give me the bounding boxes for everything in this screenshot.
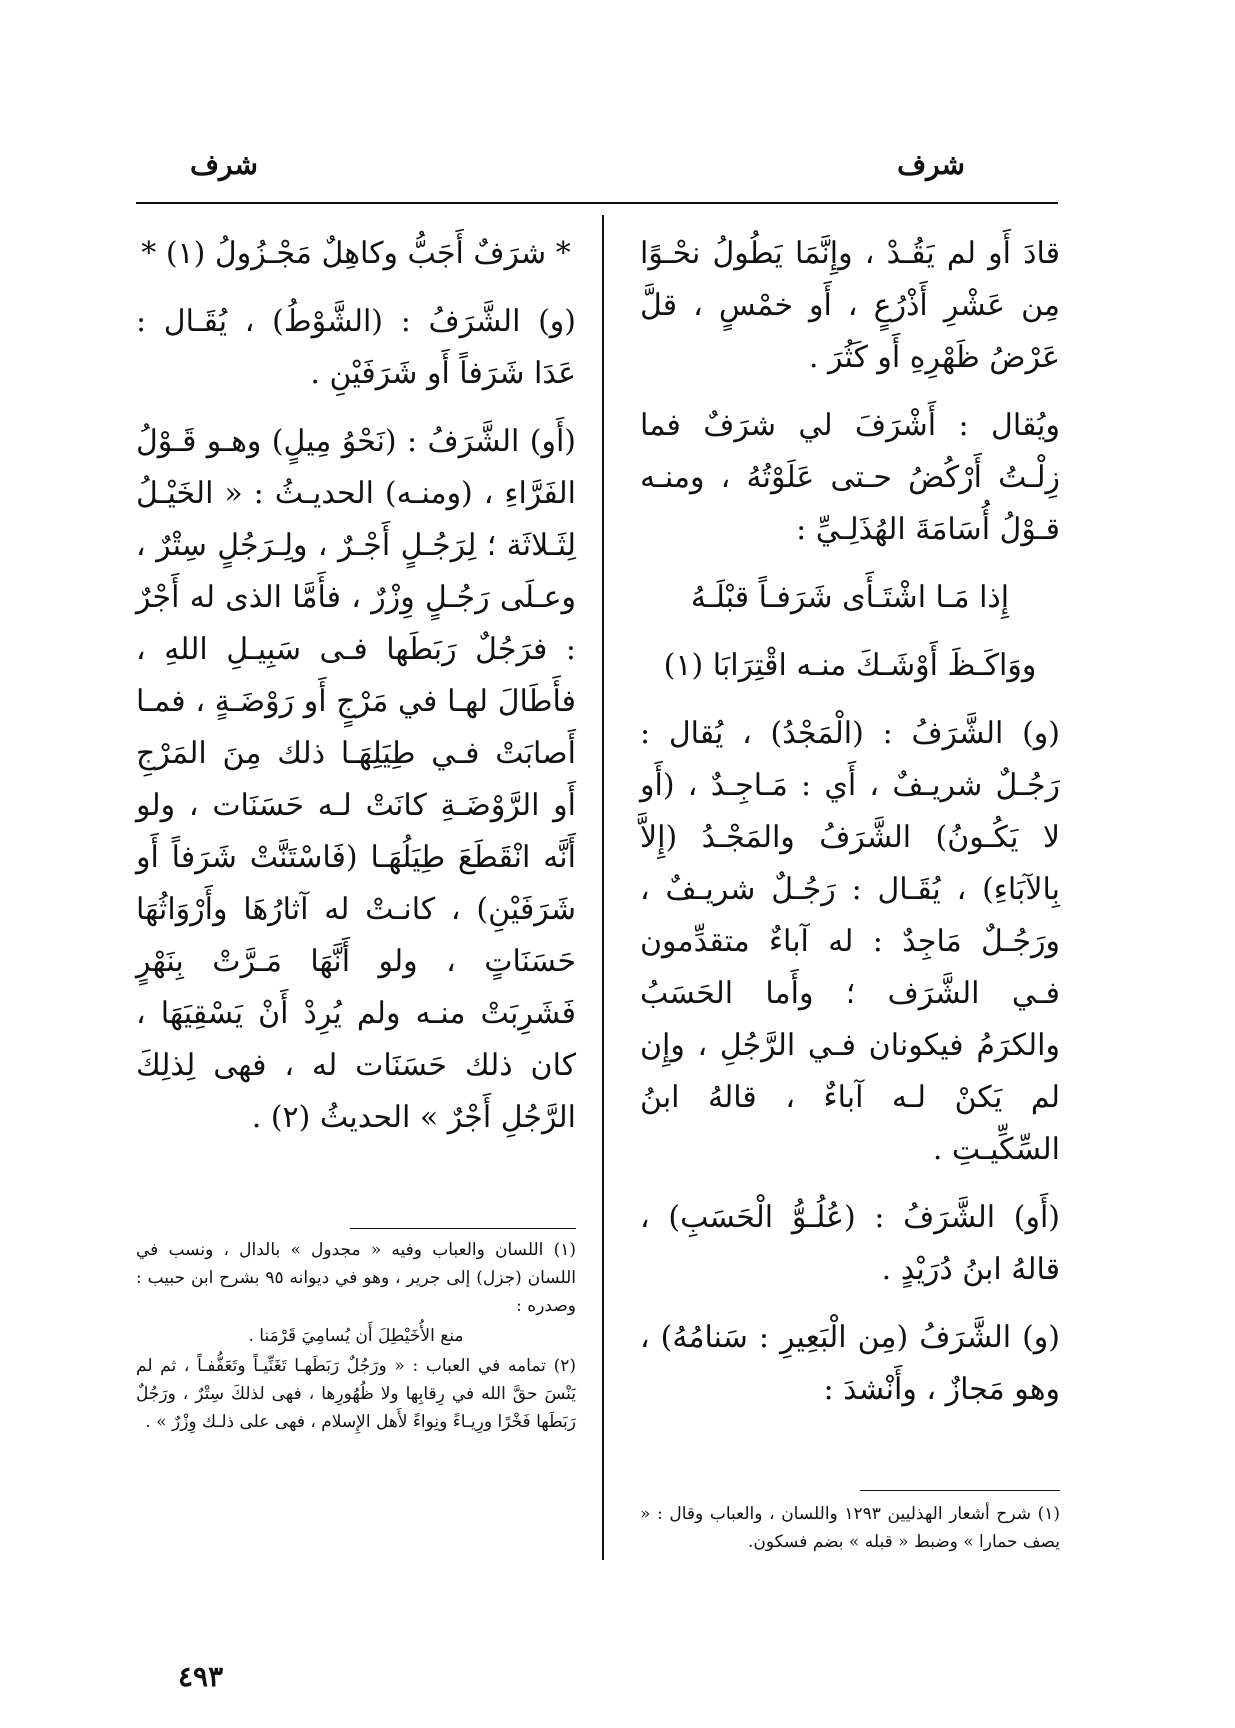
- page-number: ٤٩٣: [178, 1660, 224, 1693]
- left-column: [136, 228, 576, 1160]
- paragraph: (أَو) الشَّرَفُ : (نَحْوُ مِيلٍ) وهـو قَـوْلُ الفَرَّاءِ ، (ومنـه) الحديـثُ : « الخَيْـلُ لِثَـلاثَة ؛ لِرَجُـلٍ أَجْـرٌ ، ولِـرَجُلٍ سِتْرٌ ، وعـلَى رَجُـلٍ وِزْرٌ ، فأَمَّا الذى له أَجْرٌ : فرَجُلٌ رَبَطَها فـى سَبِيـلِ اللهِ ، فأَطَالَ لهـا في مَرْجٍ أَو رَوْضَـةٍ ، فمـا أَصابَتْ فـي طِيَلِهَـا ذلك مِنَ المَرْجِ أَو الرَّوْضَـةِ كانَتْ لـه حَسَنَات ، ولو أَنَّه انْقَطَعَ طِيَلُهَـا (فَاسْتَنَّتْ شَرَفاً أَو شَرَفَيْنِ) ، كانـتْ له آثارُهَا وأَرْوَاثُهَا حَسَنَاتٍ ، ولو أَنَّهَا مَـرَّتْ بِنَهْرٍ فَشَرِبَتْ منـه ولم يُرِدْ أَنْ يَسْقِيَهَا ، كان ذلك حَسَنَات له ، فهى لِذلِكَ الرَّجُلِ أَجْرٌ » الحديثُ (٢) .: [136, 424, 576, 1135]
- paragraph: قادَ أَو لم يَقُـدْ ، وإِنَّمَا يَطُولُ نحْـوًا مِن عَشْرِ أَذْرُعٍ ، أَو خمْسٍ ، قلَّ عَرْضُ ظَهْرِهِ أَو كَثُرَ .: [640, 236, 1060, 375]
- paragraph: (و) الشَّرَفُ : (الشَّوْطُ) ، يُقَـال : عَدَا شَرَفاً أَو شَرَفَيْنِ .: [136, 304, 576, 391]
- right-column: [640, 228, 1060, 1432]
- column-divider: [602, 215, 604, 1560]
- paragraph: ويُقال : أَشْرَفَ لي شرَفٌ فما زِلْـتُ أَرْكُضُ حـتى عَلَوْتُهُ ، ومنـه قـوْلُ أُسَامَةَ الهُذَلِـيِّ :: [640, 408, 1060, 547]
- paragraph: (أَو) الشَّرَفُ : (عُلُـوُّ الْحَسَبِ) ، قالهُ ابنُ دُرَيْدٍ .: [640, 1200, 1060, 1287]
- paragraph: (و) الشَّرَفُ (مِن الْبَعِيرِ : سَنامُهُ) ، وهو مَجازٌ ، وأَنْشدَ :: [640, 1320, 1060, 1407]
- footnote-rule: [350, 1228, 576, 1229]
- footnotes-left: [136, 1236, 576, 1438]
- footnote: (١) شرح أشعار الهذليين ١٢٩٣ واللسان ، والعباب وقال : « يصف حمارا » وضبط « قبله » بضم فسكون.: [640, 1504, 1060, 1552]
- footnote: (١) اللسان والعباب وفيه « مجدول » بالدال ، ونسب في اللسان (جزل) إلى جرير ، وهو في ديوانه ٩٥ بشرح ابن حبيب : وصدره :: [136, 1240, 576, 1316]
- footnote-verse: منع الأُخَيْطِلَ أَن يُسامِيَ قَرْمَنا .: [248, 1326, 464, 1346]
- running-head-right: شرف: [897, 148, 965, 181]
- running-head-left: شرف: [190, 148, 258, 181]
- header-rule: [136, 202, 1058, 204]
- verse-line: ووَاكَـظَ أَوْشَـكَ منـه اقْتِرَابَا (١): [663, 648, 1037, 683]
- verse-line: * شرَفٌ أَجَبُّ وكاهِلٌ مَجْـزُولُ (١) *: [141, 236, 571, 271]
- footnote: (٢) تمامه في العباب : « ورَجُلٌ رَبَطَهـا تَغَنِّيـاً وتَعَفُّفـاً ، ثم لم يَنْسَ حقَّ الله في رِقابِها ولا ظُهُورِها ، فهى لذلكَ سِتْرٌ ، ورَجُلٌ رَبَطَها فَخْرًا ورِيـاءً ونِواءً لأَهل الإِسلام ، فهى على ذلـك وِزْرٌ » .: [136, 1356, 576, 1432]
- paragraph: (و) الشَّرَفُ : (الْمَجْدُ) ، يُقال : رَجُـلٌ شريـفٌ ، أَي : مَـاجِـدٌ ، (أَو لا يَكُـونُ) الشَّرَفُ والمَجْـدُ (إِلاَّ بِالآبَاءِ) ، يُقَـال : رَجُـلٌ شريـفٌ ، ورَجُـلٌ مَاجِدٌ : له آباءٌ متقدِّمون فـي الشَّرَف ؛ وأَما الحَسَبُ والكرَمُ فيكونان فـي الرَّجُلِ ، وإِن لم يَكنْ لـه آباءٌ ، قالهُ ابنُ السِّكِّيـتِ .: [640, 716, 1060, 1167]
- footnotes-right: [640, 1500, 1060, 1558]
- footnote-rule: [860, 1490, 1060, 1491]
- verse-line: إِذا مَـا اشْتَـأَى شَرَفـاً قبْلَـهُ: [690, 580, 1010, 615]
